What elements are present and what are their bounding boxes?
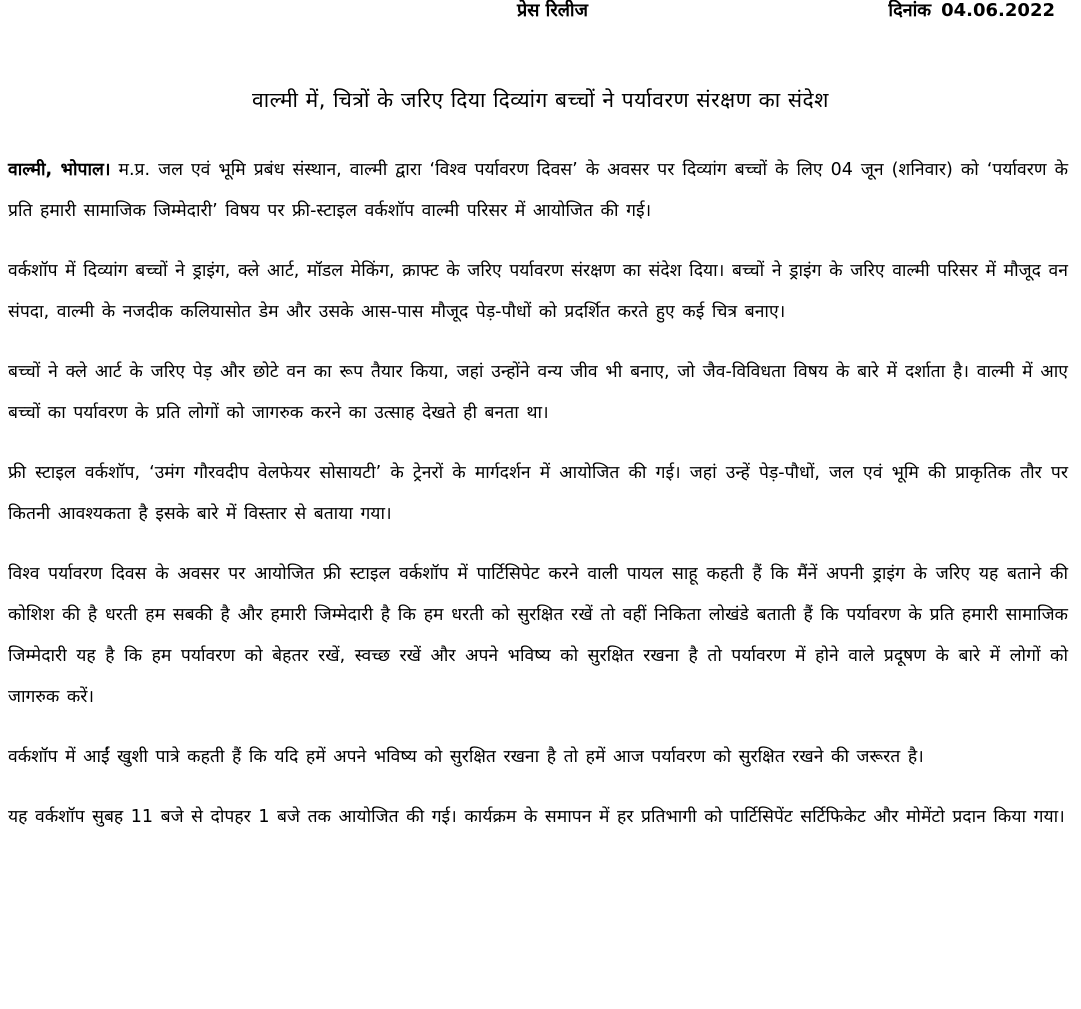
article-body [8, 150, 1068, 857]
headline: वाल्मी में, चित्रों के जरिए दिया दिव्यांग बच्चों ने पर्यावरण संरक्षण का संदेश [252, 88, 829, 112]
paragraph-khushi-quote: वर्कशॉप में आईं खुशी पात्रे कहती हैं कि यदि हमें अपने भविष्य को सुरक्षित रखना है तो हमें आज पर्यावरण को सुरक्षित रखने की जरूरत है। [8, 747, 924, 767]
date-value: 04.06.2022 [941, 0, 1055, 21]
paragraph-intro-text: म.प्र. जल एवं भूमि प्रबंध संस्थान, वाल्मी द्वारा ‘विश्व पर्यावरण दिवस’ के अवसर पर दिव्यांग बच्चों के लिए 04 जून (शनिवार) को ‘पर्यावरण के प्रति हमारी सामाजिक जिम्मेदारी’ विषय पर फ्री-स्टाइल वर्कशॉप वाल्मी परिसर में आयोजित की गई। [8, 160, 1069, 221]
paragraph-workshop-activities: वर्कशॉप में दिव्यांग बच्चों ने ड्राइंग, क्ले आर्ट, मॉडल मेकिंग, क्राफ्ट के जरिए पर्यावरण संरक्षण का संदेश दिया। बच्चों ने ड्राइंग के जरिए वाल्मी परिसर में मौजूद वन संपदा, वाल्मी के नजदीक कलियासोत डेम और उसके आस-पास मौजूद पेड़-पौधों को प्रदर्शित करते हुए कई चित्र बनाए। [8, 261, 1068, 322]
date-label: दिनांक [888, 0, 932, 21]
paragraph-closing: यह वर्कशॉप सुबह 11 बजे से दोपहर 1 बजे तक आयोजित की गई। कार्यक्रम के समापन में हर प्रतिभागी को पार्टिसिपेंट सर्टिफिकेट और मोमेंटो प्रदान किया गया। [8, 807, 1065, 827]
paragraph-clay-art: बच्चों ने क्ले आर्ट के जरिए पेड़ और छोटे वन का रूप तैयार किया, जहां उन्होंने वन्य जीव भी बनाए, जो जैव-विविधता विषय के बारे में दर्शाता है। वाल्मी में आए बच्चों का पर्यावरण के प्रति लोगों को जागरुक करने का उत्साह देखते ही बनता था। [8, 362, 1068, 423]
press-release-label: प्रेस रिलीज [517, 0, 588, 21]
paragraph-trainers: फ्री स्टाइल वर्कशॉप, ‘उमंग गौरवदीप वेलफेयर सोसायटी’ के ट्रेनरों के मार्गदर्शन में आयोजित की गई। जहां उन्हें पेड़-पौधों, जल एवं भूमि की प्राकृतिक तौर पर कितनी आवश्यकता है इसके बारे में विस्तार से बताया गया। [8, 463, 1068, 524]
paragraph-participants-quotes: विश्व पर्यावरण दिवस के अवसर पर आयोजित फ्री स्टाइल वर्कशॉप में पार्टिसिपेट करने वाली पायल साहू कहती हैं कि मैंनें अपनी ड्राइंग के जरिए यह बताने की कोशिश की है धरती हम सबकी है और हमारी जिम्मेदारी है कि हम धरती को सुरक्षित रखें तो वहीं निकिता लोखंडे बताती हैं कि पर्यावरण के प्रति हमारी सामाजिक जिम्मेदारी यह है कि हम पर्यावरण को बेहतर रखें, स्वच्छ रखें और अपने भविष्य को सुरक्षित रखना है तो पर्यावरण में होने वाले प्रदूषण के बारे में लोगों को जागरुक करें। [8, 564, 1068, 707]
release-date [888, 0, 1055, 22]
paragraph-intro [8, 150, 1068, 232]
dateline: वाल्मी, भोपाल। [8, 160, 111, 180]
